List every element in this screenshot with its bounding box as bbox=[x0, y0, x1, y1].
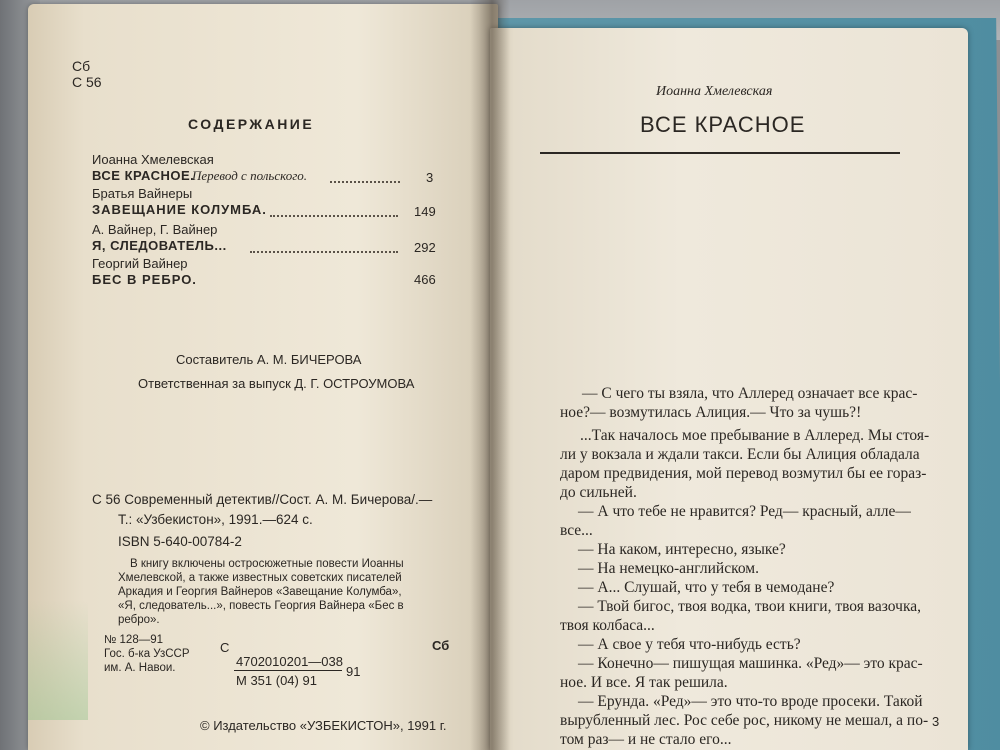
text-line-2: ное?— возмутилась Алиция.— Что за чушь?! bbox=[560, 404, 862, 421]
toc-dots-1 bbox=[330, 181, 400, 183]
code-sb: Сб bbox=[432, 638, 450, 653]
toc-dots-3 bbox=[250, 251, 398, 253]
toc-page-3: 292 bbox=[414, 240, 436, 255]
text-line-14: — А свое у тебя что-нибудь есть? bbox=[578, 636, 801, 653]
text-line-10: — На немецко-английском. bbox=[578, 560, 759, 577]
text-line-11: — А... Слушай, что у тебя в чемодане? bbox=[578, 579, 835, 596]
classification-sb: Сб bbox=[72, 58, 91, 74]
contents-heading: СОДЕРЖАНИЕ bbox=[188, 116, 315, 132]
toc-title-2: ЗАВЕЩАНИЕ КОЛУМБА. bbox=[92, 202, 267, 217]
biblio-line-1: С 56 Современный детектив//Сост. А. М. Бичерова/.— bbox=[92, 492, 433, 507]
toc-page-4: 466 bbox=[414, 272, 436, 287]
text-line-12: — Твой бигос, твоя водка, твои книги, твоя вазочка, bbox=[578, 598, 921, 615]
annotation-line-2: Хмелевской, а также известных советских писателей bbox=[118, 572, 402, 584]
imprint-line-2: Гос. б-ка УзССР bbox=[104, 648, 190, 660]
code-number: 91 bbox=[346, 664, 361, 679]
toc-author-1: Иоанна Хмелевская bbox=[92, 152, 214, 167]
responsible-line: Ответственная за выпуск Д. Г. ОСТРОУМОВА bbox=[138, 376, 415, 391]
code-bottom: М 351 (04) 91 bbox=[236, 673, 317, 688]
imprint-line-3: им. А. Навои. bbox=[104, 662, 176, 674]
copyright-line: © Издательство «УЗБЕКИСТОН», 1991 г. bbox=[200, 718, 447, 733]
chapter-author: Иоанна Хмелевская bbox=[656, 84, 773, 99]
code-fraction-line bbox=[234, 670, 342, 671]
annotation-line-1: В книгу включены остросюжетные повести Иоанны bbox=[130, 558, 404, 570]
text-line-1: — С чего ты взяла, что Аллеред означает все крас- bbox=[582, 385, 918, 402]
page-number: 3 bbox=[932, 714, 940, 729]
page-stain bbox=[28, 600, 88, 720]
annotation-line-5: ребро». bbox=[118, 614, 160, 626]
text-line-13: твоя колбаса... bbox=[560, 617, 655, 634]
text-line-3: ...Так началось мое пребывание в Аллеред. Мы стоя- bbox=[580, 427, 930, 444]
text-line-15: — Конечно— пишущая машинка. «Ред»— это крас- bbox=[578, 655, 923, 672]
text-line-18: вырубленный лес. Рос себе рос, никому не мешал, а по- bbox=[560, 712, 929, 729]
text-line-4: ли у вокзала и ждали такси. Если бы Алиция обладала bbox=[560, 446, 920, 463]
toc-note-1: Перевод с польского. bbox=[192, 168, 308, 183]
toc-title-4: БЕС В РЕБРО. bbox=[92, 272, 197, 287]
text-line-8: все... bbox=[560, 522, 593, 539]
annotation-line-3: Аркадия и Георгия Вайнеров «Завещание Колумба», bbox=[118, 586, 402, 598]
annotation-line-4: «Я, следователь...», повесть Георгия Вайнера «Бес в bbox=[118, 600, 404, 612]
toc-title-1: ВСЕ КРАСНОЕ. bbox=[92, 168, 195, 183]
toc-page-2: 149 bbox=[414, 204, 436, 219]
text-line-19: том раз— и не стало его... bbox=[560, 731, 732, 748]
toc-dots-2 bbox=[270, 215, 398, 217]
chapter-title: ВСЕ КРАСНОЕ bbox=[640, 112, 806, 137]
compiler-line: Составитель А. М. БИЧЕРОВА bbox=[176, 352, 362, 367]
classification-code: С 56 bbox=[72, 74, 102, 90]
imprint-line-1: № 128—91 bbox=[104, 634, 164, 646]
text-line-9: — На каком, интересно, языке? bbox=[578, 541, 786, 558]
book-gutter bbox=[470, 0, 510, 750]
title-rule bbox=[540, 152, 900, 154]
isbn-line: ISBN 5-640-00784-2 bbox=[118, 534, 242, 549]
text-line-7: — А что тебе не нравится? Ред— красный, алле— bbox=[578, 503, 911, 520]
biblio-line-2: Т.: «Узбекистон», 1991.—624 с. bbox=[118, 512, 313, 527]
toc-author-2: Братья Вайнеры bbox=[92, 186, 193, 201]
text-line-5: даром предвидения, мой перевод возмутил бы ее гораз- bbox=[560, 465, 927, 482]
toc-author-3: А. Вайнер, Г. Вайнер bbox=[92, 222, 218, 237]
text-line-17: — Ерунда. «Ред»— это что-то вроде просеки. Такой bbox=[578, 693, 923, 710]
text-line-16: ное. И все. Я так решила. bbox=[560, 674, 728, 691]
toc-title-3: Я, СЛЕДОВАТЕЛЬ... bbox=[92, 238, 227, 253]
text-line-6: до сильней. bbox=[560, 484, 637, 501]
toc-page-1: 3 bbox=[426, 170, 434, 185]
code-top: 4702010201—038 bbox=[236, 654, 343, 669]
toc-author-4: Георгий Вайнер bbox=[92, 256, 188, 271]
code-prefix: С bbox=[220, 640, 230, 655]
